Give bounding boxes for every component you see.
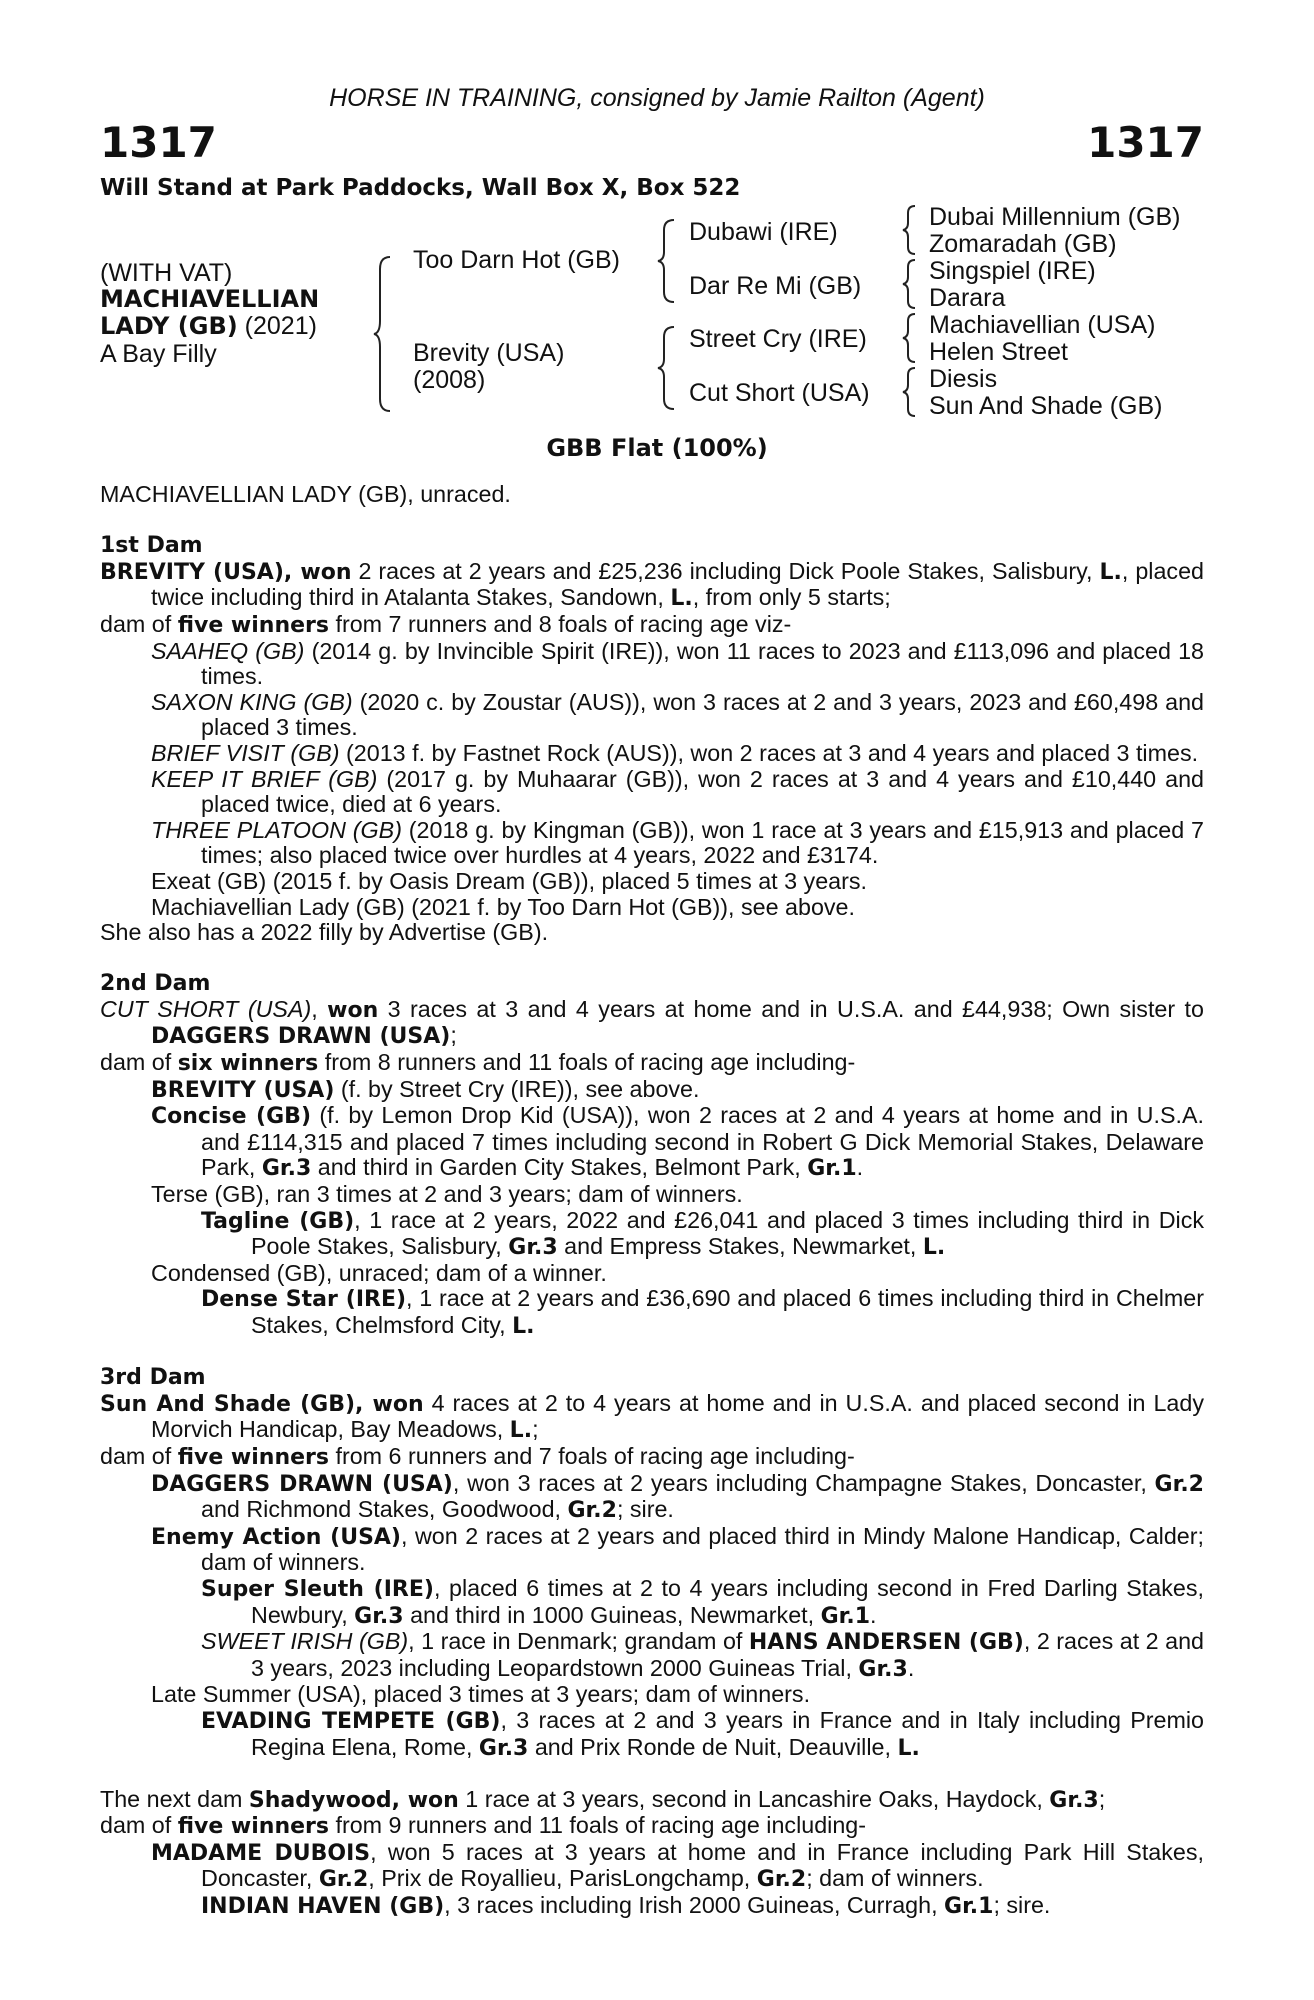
text-fragment: and third in Garden City Stakes, Belmont Park, [311,1154,808,1181]
lot-number-left: 1317 [100,118,217,167]
grandproduce-entry [100,1893,1204,1920]
ancestor-7: Diesis [929,365,998,393]
grade-marker: Gr.3 [508,1235,558,1261]
grade-marker: Gr.1 [807,1156,857,1182]
text-fragment: ; sire. [993,1892,1051,1919]
grade-marker: Gr.2 [756,1867,807,1893]
first-dam-note: She also has a 2022 filly by Advertise (GB). [100,919,549,946]
text-fragment: . [907,1654,915,1681]
text-fragment: , from only 5 starts; [692,584,891,611]
produce-name: KEEP IT BRIEF (GB) [151,765,378,792]
produce-name: Super Sleuth (IRE) [201,1576,434,1602]
text-fragment: , placed twice including third in Atalanta Stakes, Sandown, [151,557,1204,611]
text-fragment: , won 3 races at 2 years including Champagne Stakes, Doncaster, [452,1469,1155,1496]
second-dam-heading: 2nd Dam [100,971,211,997]
produce-name: MADAME DUBOIS [151,1840,371,1866]
text-fragment: ; [1098,1785,1106,1812]
text-fragment: dam of [100,1049,178,1076]
sire-sire: Dubawi (IRE) [689,218,838,246]
next-dam-record [100,1787,1204,1814]
text-fragment: from 6 runners and 7 foals of racing age including- [329,1442,855,1469]
pedigree-brace-g2 [901,258,919,310]
third-dam-record [100,1391,1204,1444]
winners-count: five winners [177,612,329,638]
grade-marker: Gr.2 [567,1498,617,1524]
sire-dam: Dar Re Mi (GB) [689,272,862,300]
produce-entry [100,1077,1204,1104]
text-fragment: ; [450,1022,457,1049]
text-fragment: (2013 f. by Fastnet Rock (AUS)), won 2 races at 3 and 4 years and placed 3 times. [339,739,1199,766]
text-fragment: , won 2 races at 2 years and placed third in Mindy Malone Handicap, Calder; dam of winners. [201,1522,1204,1576]
second-dam-produce-summary [100,1050,1204,1077]
next-dam-produce-summary [100,1813,1204,1840]
text-fragment: and Richmond Stakes, Goodwood, [201,1496,568,1523]
text-fragment: (f. by Street Cry (IRE)), see above. [334,1075,700,1102]
text-fragment: (2014 g. by Invincible Spirit (IRE)), won 11 races to 2023 and £113,096 and placed 18 times. [201,637,1204,690]
produce-name: DAGGERS DRAWN (USA) [151,1471,453,1497]
produce-entry [100,1524,1204,1576]
winners-count: six winners [177,1051,319,1077]
grade-marker: Gr.1 [820,1603,871,1629]
sire: Too Darn Hot (GB) [413,246,621,274]
grade-marker: Gr.2 [318,1867,369,1893]
text-fragment: from 8 runners and 11 foals of racing age including- [318,1049,856,1076]
winners-count: five winners [177,1814,329,1840]
sibling-name: DAGGERS DRAWN (USA) [151,1024,451,1050]
text-fragment: . [870,1601,877,1628]
produce-name: THREE PLATOON (GB) [151,816,402,843]
produce-entry [100,1840,1204,1893]
pedigree-brace-g1 [901,204,919,256]
next-dam-name: Shadywood [248,1787,392,1813]
first-dam-record [100,559,1204,612]
dam-sire: Street Cry (IRE) [689,325,867,353]
horse-name-line1: MACHIAVELLIAN [100,285,320,313]
text-fragment: The next dam [100,1785,249,1812]
text-fragment: ; dam of winners. [806,1865,984,1892]
text-fragment: , won 5 races at 3 years at home and in France including Park Hill Stakes, Doncaster, [201,1838,1204,1892]
text-fragment: and Prix Ronde de Nuit, Deauville, [528,1733,898,1760]
ancestor-8: Sun And Shade (GB) [929,392,1163,420]
ancestor-5: Machiavellian (USA) [929,311,1156,339]
produce-entry: Condensed (GB), unraced; dam of a winner. [151,1259,607,1286]
produce-entry [100,767,1204,818]
text-fragment: ; [532,1416,539,1443]
pedigree-brace-sire [656,218,678,304]
text-fragment: , 1 race in Denmark; grandam of [408,1628,749,1655]
text-fragment: , placed 6 times at 2 to 4 years including second in Fred Darling Stakes, Newbury, [251,1574,1204,1628]
third-dam-produce-summary [100,1444,1204,1471]
text-fragment: dam of [100,1442,178,1469]
produce-entry: Exeat (GB) (2015 f. by Oasis Dream (GB)), placed 5 times at 3 years. [151,867,867,894]
pedigree-brace-g4 [901,366,919,418]
text-fragment: 1 race at 3 years, second in Lancashire Oaks, Haydock, [458,1785,1050,1812]
produce-name: SWEET IRISH (GB) [201,1628,409,1655]
produce-entry [100,1471,1204,1524]
dam-dam: Cut Short (USA) [689,379,870,407]
ancestor-4: Darara [929,284,1006,312]
ancestor-6: Helen Street [929,338,1068,366]
dam: Brevity (USA) [413,339,565,367]
text-fragment: dam of [100,610,178,637]
text-fragment: from 7 runners and 8 foals of racing age viz- [329,610,792,637]
text-fragment: from 9 runners and 11 foals of racing age including- [329,1812,866,1839]
ancestor-1: Dubai Millennium (GB) [929,203,1181,231]
produce-entry: Machiavellian Lady (GB) (2021 f. by Too Darn Hot (GB)), see above. [151,893,855,920]
grandproduce-entry [100,1629,1204,1682]
text-fragment: 4 races at 2 to 4 years at home and in U.S.A. and placed second in Lady Morvich Handicap, Bay Meadows, [151,1389,1204,1443]
grandproduce-entry [100,1708,1204,1761]
produce-entry [100,639,1204,690]
won-marker: , won [391,1787,459,1813]
produce-entry: Late Summer (USA), placed 3 times at 3 years; dam of winners. [151,1681,811,1708]
listed-marker: L. [897,1735,920,1761]
produce-name: Tagline (GB) [201,1208,355,1234]
listed-marker: L. [509,1418,533,1444]
ancestor-2: Zomaradah (GB) [929,230,1117,258]
grandproduce-entry [100,1208,1204,1261]
lot-number-right: 1317 [1087,118,1204,167]
produce-name: Dense Star (IRE) [201,1287,407,1313]
ancestor-3: Singspiel (IRE) [929,257,1096,285]
produce-name: SAAHEQ (GB) [151,637,305,664]
produce-entry [100,690,1204,741]
produce-name: BREVITY (USA) [151,1077,335,1103]
summary: MACHIAVELLIAN LADY (GB), unraced. [100,481,511,507]
produce-entry [100,818,1204,869]
produce-entry [100,741,1204,767]
produce-name: HANS ANDERSEN (GB) [748,1630,1024,1656]
text-fragment: , 2 races at 2 and 3 years, 2023 including Leopardstown 2000 Guineas Trial, [251,1628,1205,1681]
produce-entry [100,1103,1204,1182]
grandproduce-entry [100,1576,1204,1629]
won-marker: won [327,997,379,1023]
pedigree-brace-g3 [901,312,919,364]
pedigree-brace-main [372,255,394,413]
grade-marker: Gr.3 [858,1656,908,1682]
catalogue-body [100,482,1204,1920]
pedigree-brace-dam [656,325,678,411]
grade-marker: Gr.2 [1154,1471,1204,1497]
horse-name-line2 [100,312,317,340]
rating-line: GBB Flat (100%) [546,434,768,462]
vat-note: (WITH VAT) [100,259,233,287]
produce-name: INDIAN HAVEN (GB) [201,1894,445,1920]
text-fragment: , Prix de Royallieu, ParisLongchamp, [368,1865,757,1892]
listed-marker: L. [922,1235,946,1261]
text-fragment: and Empress Stakes, Newmarket, [557,1233,923,1260]
third-dam-heading: 3rd Dam [100,1365,206,1391]
listed-marker: L. [670,586,693,612]
text-fragment: (f. by Lemon Drop Kid (USA)), won 2 races at 2 and 4 years at home and in U.S.A. and £114,315 and placed 7 times including second in Robert G Dick Memorial Stakes, Delaware Park, [201,1102,1204,1181]
text-fragment: (2017 g. by Muhaarar (GB)), won 2 races at 3 and 4 years and £10,440 and placed twice, died at 6 years. [201,765,1204,818]
second-dam-name: CUT SHORT (USA) [100,995,312,1022]
text-fragment: , 1 race at 2 years and £36,690 and placed 6 times including third in Chelmer Stakes, Chelmsford City, [251,1285,1204,1338]
grandproduce-entry [100,1286,1204,1339]
text-fragment: 3 races at 3 and 4 years at home and in U.S.A. and £44,938; Own sister to [378,995,1204,1022]
grade-marker: Gr.1 [944,1894,994,1920]
produce-name: Enemy Action (USA) [151,1524,401,1550]
grade-marker: Gr.3 [261,1156,312,1182]
first-dam-name: BREVITY (USA), won [100,559,352,585]
dam-year: (2008) [413,366,486,394]
produce-name: SAXON KING (GB) [151,688,353,715]
text-fragment: , 1 race at 2 years, 2022 and £26,041 and placed 3 times including third in Dick Poole Stakes, Salisbury, [251,1206,1204,1260]
grade-marker: Gr.3 [354,1603,404,1629]
produce-entry: Terse (GB), ran 3 times at 2 and 3 years; dam of winners. [151,1181,743,1208]
listed-marker: L. [512,1314,535,1339]
listed-marker: L. [1099,559,1122,585]
stand-location: Will Stand at Park Paddocks, Wall Box X, Box 522 [100,175,741,201]
winners-count: five winners [177,1444,329,1470]
grade-marker: Gr.3 [478,1735,529,1761]
grade-marker: Gr.3 [1049,1787,1099,1813]
text-fragment: , 3 races at 2 and 3 years in France and in Italy including Premio Regina Elena, Rome, [251,1706,1204,1760]
text-fragment: 2 races at 2 years and £25,236 including Dick Poole Stakes, Salisbury, [351,557,1100,584]
text-fragment: dam of [100,1812,178,1839]
second-dam-record: CUT SHORT (USA), won 3 races at 3 and 4 years at home and in U.S.A. and £44,938; Own sister to DAGGERS DRAWN (USA); [100,995,1204,1050]
text-fragment: . [856,1154,864,1181]
produce-name: EVADING TEMPETE (GB) [201,1708,501,1734]
first-dam-produce-summary [100,612,1204,639]
horse-name-suffix: LADY (GB) [100,312,238,340]
third-dam-name: Sun And Shade (GB), won [100,1391,424,1417]
text-fragment: (2018 g. by Kingman (GB)), won 1 race at 3 years and £15,913 and placed 7 times; also placed twice over hurdles at 4 years, 2022 and £3174. [201,816,1205,869]
produce-name: BRIEF VISIT (GB) [151,739,340,766]
horse-description: A Bay Filly [100,340,217,368]
text-fragment: (2020 c. by Zoustar (AUS)), won 3 races at 2 and 3 years, 2023 and £60,498 and placed 3 times. [201,688,1204,741]
first-dam-heading: 1st Dam [100,533,203,559]
consignor-header: HORSE IN TRAINING, consigned by Jamie Railton (Agent) [329,84,985,112]
horse-year: (2021) [237,312,317,340]
text-fragment: ; sire. [616,1496,674,1523]
text-fragment: , 3 races including Irish 2000 Guineas, Curragh, [444,1892,945,1919]
text-fragment: and third in 1000 Guineas, Newmarket, [403,1601,821,1628]
produce-name: Concise (GB) [151,1104,311,1130]
